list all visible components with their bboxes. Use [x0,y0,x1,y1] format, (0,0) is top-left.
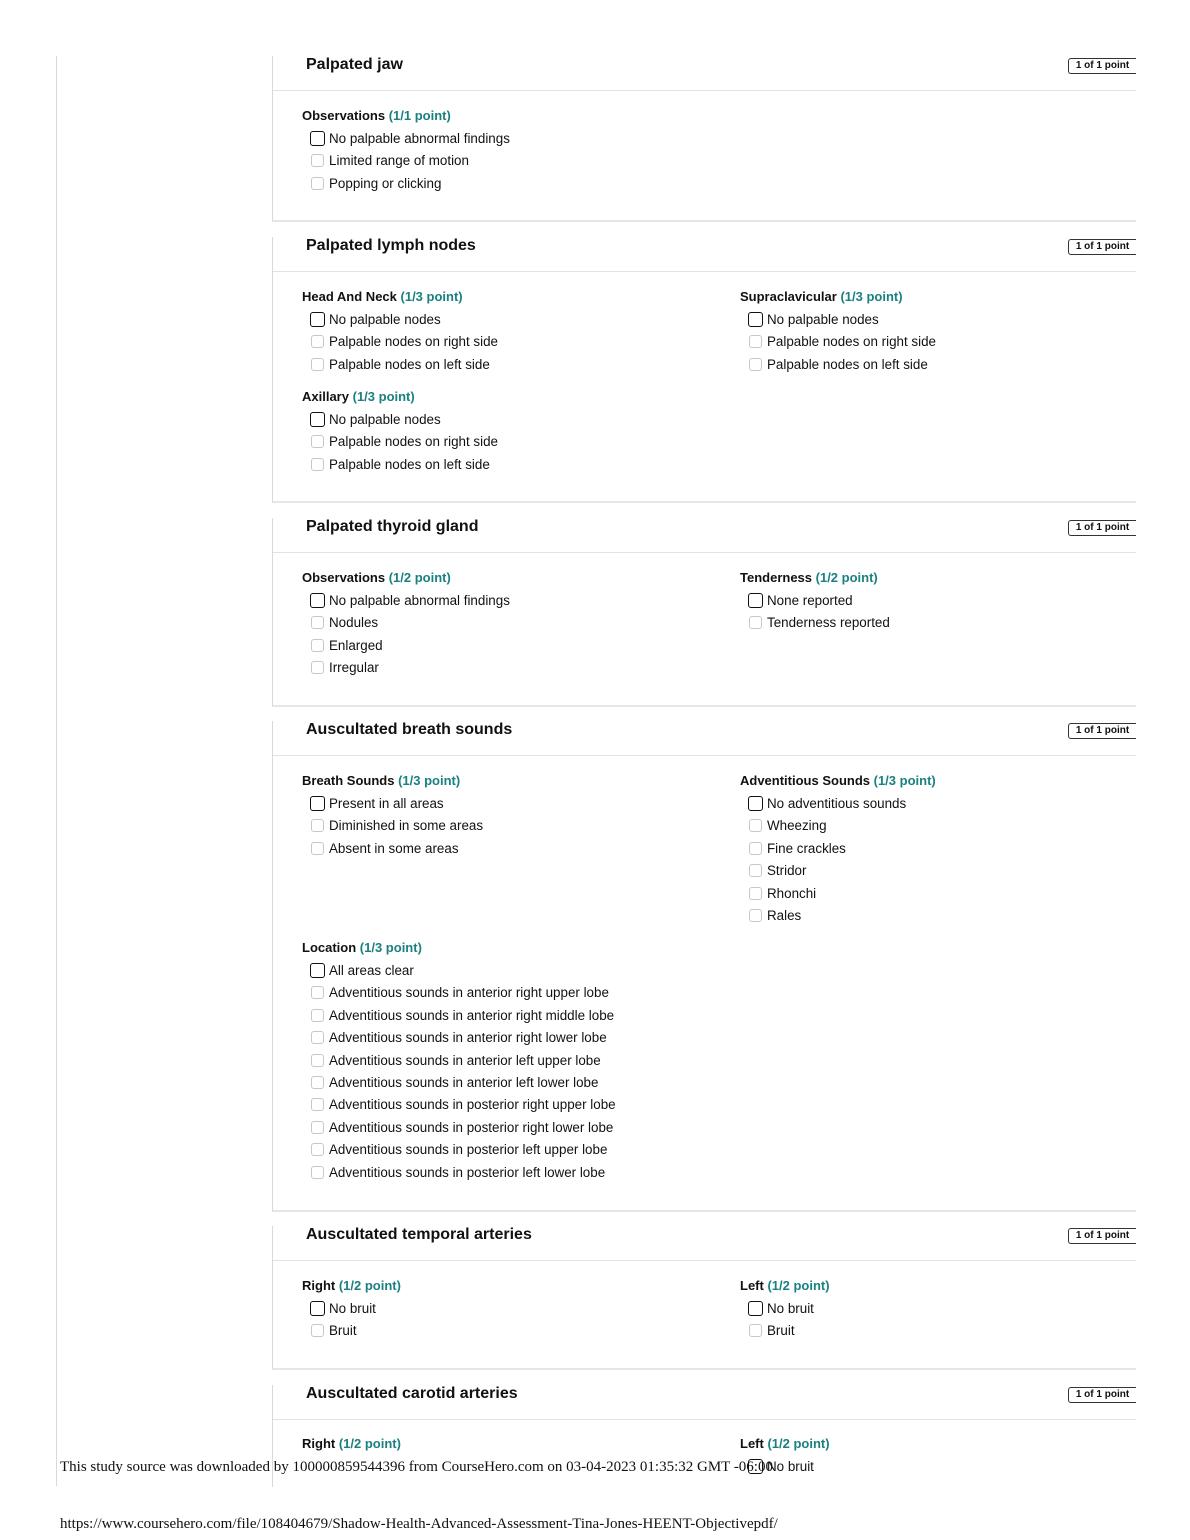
checkbox-option[interactable] [740,334,1160,356]
checkbox-option[interactable] [302,312,722,334]
group [740,570,1160,638]
checkbox-option[interactable] [302,615,722,637]
group-label: Right [302,1436,336,1451]
checkbox-option[interactable] [302,818,722,840]
checkbox-option[interactable] [740,818,1160,840]
option-label: Enlarged [329,637,383,653]
group-title [740,570,1160,593]
checkbox-option[interactable] [302,412,722,434]
section-header [273,721,1136,756]
checkbox-option[interactable] [740,841,1160,863]
checkbox[interactable] [311,661,324,674]
group-label: Location [302,940,357,955]
checkbox[interactable] [310,412,325,427]
group-title [302,1436,722,1459]
option-label: Absent in some areas [329,840,459,856]
checkbox[interactable] [749,616,762,629]
checkbox[interactable] [749,864,762,877]
checkbox[interactable] [749,819,762,832]
checkbox-option[interactable] [740,863,1160,885]
checkbox-option[interactable] [740,796,1160,818]
group-points: (1/2 point) [815,570,878,585]
group-label: Right [302,1278,336,1293]
checkbox[interactable] [748,1301,763,1316]
checkbox-option[interactable] [302,1323,722,1345]
checkbox-option[interactable] [302,660,722,682]
option-label: Bruit [329,1323,357,1339]
checkbox-option[interactable] [302,796,722,818]
group-title [302,389,722,412]
option-label: Irregular [329,660,379,676]
group-points: (1/2 point) [338,1278,401,1293]
checkbox[interactable] [749,1324,762,1337]
checkbox-option[interactable] [302,593,722,615]
checkbox-option[interactable] [302,963,722,985]
checkbox[interactable] [749,887,762,900]
option-label: Adventitious sounds in anterior right middle lobe [329,1007,615,1023]
checkbox[interactable] [311,1166,324,1179]
group [740,1278,1160,1346]
checkbox-option[interactable] [302,334,722,356]
checkbox-option[interactable] [302,131,722,153]
option-label: Adventitious sounds in posterior left lower lobe [329,1164,606,1180]
checkbox-option[interactable] [740,908,1160,930]
checkbox-option[interactable] [740,1323,1160,1345]
group-points: (1/2 point) [767,1278,830,1293]
checkbox[interactable] [311,1031,324,1044]
group-points: (1/3 point) [873,773,936,788]
group-points: (1/1 point) [388,108,451,123]
group [740,773,1160,930]
checkbox[interactable] [749,335,762,348]
group-title [302,1278,722,1301]
score-badge: 1 of 1 point [1068,520,1136,536]
group-points: (1/3 point) [840,289,903,304]
group [740,289,1160,379]
group-label: Observations [302,108,386,123]
checkbox-option[interactable] [302,1165,722,1187]
checkbox[interactable] [311,1054,324,1067]
checkbox[interactable] [748,796,763,811]
section-title: Auscultated carotid arteries [306,1385,518,1402]
option-label: Stridor [767,863,807,879]
option-label: Diminished in some areas [329,818,484,834]
checkbox[interactable] [749,842,762,855]
checkbox-option[interactable] [740,1301,1160,1323]
checkbox[interactable] [310,1301,325,1316]
score-badge: 1 of 1 point [1068,58,1136,74]
checkbox-option[interactable] [302,1030,722,1052]
group-label: Observations [302,570,386,585]
section-auscultated-temporal-arteries [272,1226,1136,1370]
group-points: (1/2 point) [767,1436,830,1451]
group [302,773,722,863]
group-points: (1/3 point) [398,773,461,788]
group-label: Head And Neck [302,289,397,304]
checkbox[interactable] [310,312,325,327]
group-title [302,108,722,131]
option-label: Rhonchi [767,885,817,901]
checkbox-option[interactable] [302,1120,722,1142]
group-title [302,289,722,312]
option-label: No palpable nodes [329,412,441,427]
download-source-note: This study source was downloaded by 100000859544396 from CourseHero.com on 03-04-2023 01:35:32 GMT -06:00 [60,1459,773,1475]
checkbox[interactable] [311,819,324,832]
option-label: Adventitious sounds in anterior left lower lobe [329,1074,599,1090]
checkbox[interactable] [311,1121,324,1134]
option-label: No palpable abnormal findings [329,593,510,608]
section-header [273,1226,1136,1261]
score-badge: 1 of 1 point [1068,239,1136,255]
option-label: Palpable nodes on left side [767,356,928,372]
checkbox-option[interactable] [740,615,1160,637]
checkbox-option[interactable] [740,357,1160,379]
checkbox-option[interactable] [302,638,722,660]
group [302,570,722,683]
section-title: Palpated thyroid gland [306,518,479,535]
page-left-rule [56,56,57,1486]
source-url: https://www.coursehero.com/file/108404679/Shadow-Health-Advanced-Assessment-Tina-Jones-HEENT-Objectivepdf/ [60,1516,778,1532]
group-points: (1/3 point) [400,289,463,304]
option-label: Palpable nodes on right side [329,334,498,350]
group-label: Tenderness [740,570,813,585]
group-title [302,940,722,963]
checkbox[interactable] [311,335,324,348]
checkbox[interactable] [311,616,324,629]
score-badge: 1 of 1 point [1068,1228,1136,1244]
option-label: Fine crackles [767,840,846,856]
section-palpated-thyroid [272,518,1136,707]
checkbox[interactable] [310,131,325,146]
option-label: Popping or clicking [329,175,442,191]
checkbox-option[interactable] [740,312,1160,334]
checkbox[interactable] [311,435,324,448]
checkbox[interactable] [311,986,324,999]
checkbox[interactable] [311,842,324,855]
section-title: Palpated lymph nodes [306,237,476,254]
checkbox-option[interactable] [302,357,722,379]
checkbox-option[interactable] [302,434,722,456]
checkbox[interactable] [311,1098,324,1111]
checkbox-option[interactable] [740,1459,1160,1481]
option-label: Adventitious sounds in anterior left upper lobe [329,1052,601,1068]
section-auscultated-breath-sounds [272,721,1136,1212]
option-label: Palpable nodes on left side [329,356,490,372]
section-header [273,518,1136,553]
group-title [302,570,722,593]
checkbox[interactable] [748,593,763,608]
checkbox-option[interactable] [302,1008,722,1030]
checkbox[interactable] [311,639,324,652]
group-title [740,773,1160,796]
group-points: (1/3 point) [352,389,415,404]
option-label: Limited range of motion [329,153,469,169]
option-label: No palpable nodes [767,312,879,327]
section-header [273,237,1136,272]
section-header [273,1385,1136,1420]
checkbox-option[interactable] [302,153,722,175]
checkbox-option[interactable] [302,985,722,1007]
checkbox[interactable] [748,312,763,327]
option-label: No palpable abnormal findings [329,131,510,146]
checkbox[interactable] [311,1324,324,1337]
option-label: Palpable nodes on right side [767,334,936,350]
checkbox[interactable] [311,1009,324,1022]
checkbox-option[interactable] [302,176,722,198]
option-label: Adventitious sounds in anterior right lower lobe [329,1030,607,1046]
group-title [740,1436,1160,1459]
group-label: Supraclavicular [740,289,837,304]
checkbox-option[interactable] [302,841,722,863]
option-label: All areas clear [329,963,414,978]
group [302,1278,722,1346]
section-header [273,56,1136,91]
section-title: Auscultated breath sounds [306,721,513,738]
option-label: Adventitious sounds in posterior left upper lobe [329,1142,608,1158]
option-label: No palpable nodes [329,312,441,327]
checkbox[interactable] [311,154,324,167]
group-points: (1/2 point) [338,1436,401,1451]
option-label: No bruit [767,1459,814,1474]
checkbox[interactable] [311,458,324,471]
group [302,108,722,198]
group-label: Left [740,1278,764,1293]
section-palpated-jaw [272,56,1136,222]
option-label: No bruit [329,1301,376,1316]
option-label: Adventitious sounds in posterior right lower lobe [329,1119,614,1135]
group [740,1436,1160,1481]
checkbox[interactable] [311,358,324,371]
option-label: Present in all areas [329,796,444,811]
group-label: Adventitious Sounds [740,773,870,788]
checkbox-option[interactable] [302,1053,722,1075]
option-label: Nodules [329,615,379,631]
group-label: Axillary [302,389,349,404]
group-title [740,289,1160,312]
checkbox[interactable] [749,358,762,371]
checkbox-option[interactable] [302,1301,722,1323]
checkbox-option[interactable] [740,593,1160,615]
option-label: Adventitious sounds in anterior right upper lobe [329,985,609,1001]
group [302,289,722,379]
score-badge: 1 of 1 point [1068,723,1136,739]
group-title [302,773,722,796]
option-label: No bruit [767,1301,814,1316]
checkbox[interactable] [311,177,324,190]
checkbox[interactable] [311,1143,324,1156]
checkbox[interactable] [310,963,325,978]
option-label: Adventitious sounds in posterior right upper lobe [329,1097,616,1113]
option-label: Palpable nodes on right side [329,434,498,450]
checkbox-option[interactable] [302,1097,722,1119]
group-label: Breath Sounds [302,773,395,788]
option-label: Rales [767,907,802,923]
checkbox-option[interactable] [302,457,722,479]
checkbox[interactable] [311,1076,324,1089]
group-points: (1/2 point) [388,570,451,585]
score-badge: 1 of 1 point [1068,1387,1136,1403]
checkbox[interactable] [310,796,325,811]
option-label: Tenderness reported [767,615,890,631]
group-title [740,1278,1160,1301]
option-label: None reported [767,593,853,608]
checkbox-option[interactable] [740,886,1160,908]
option-label: Wheezing [767,818,827,834]
checkbox-option[interactable] [302,1075,722,1097]
option-label: Palpable nodes on left side [329,456,490,472]
section-title: Palpated jaw [306,56,403,73]
checkbox-option[interactable] [302,1142,722,1164]
option-label: No adventitious sounds [767,796,907,811]
group [302,389,722,479]
group-points: (1/3 point) [359,940,422,955]
group-label: Left [740,1436,764,1451]
checkbox[interactable] [749,909,762,922]
checkbox[interactable] [310,593,325,608]
option-label: Bruit [767,1323,795,1339]
section-title: Auscultated temporal arteries [306,1226,532,1243]
section-palpated-lymph-nodes [272,237,1136,503]
group [302,1436,722,1459]
group [302,940,722,1187]
